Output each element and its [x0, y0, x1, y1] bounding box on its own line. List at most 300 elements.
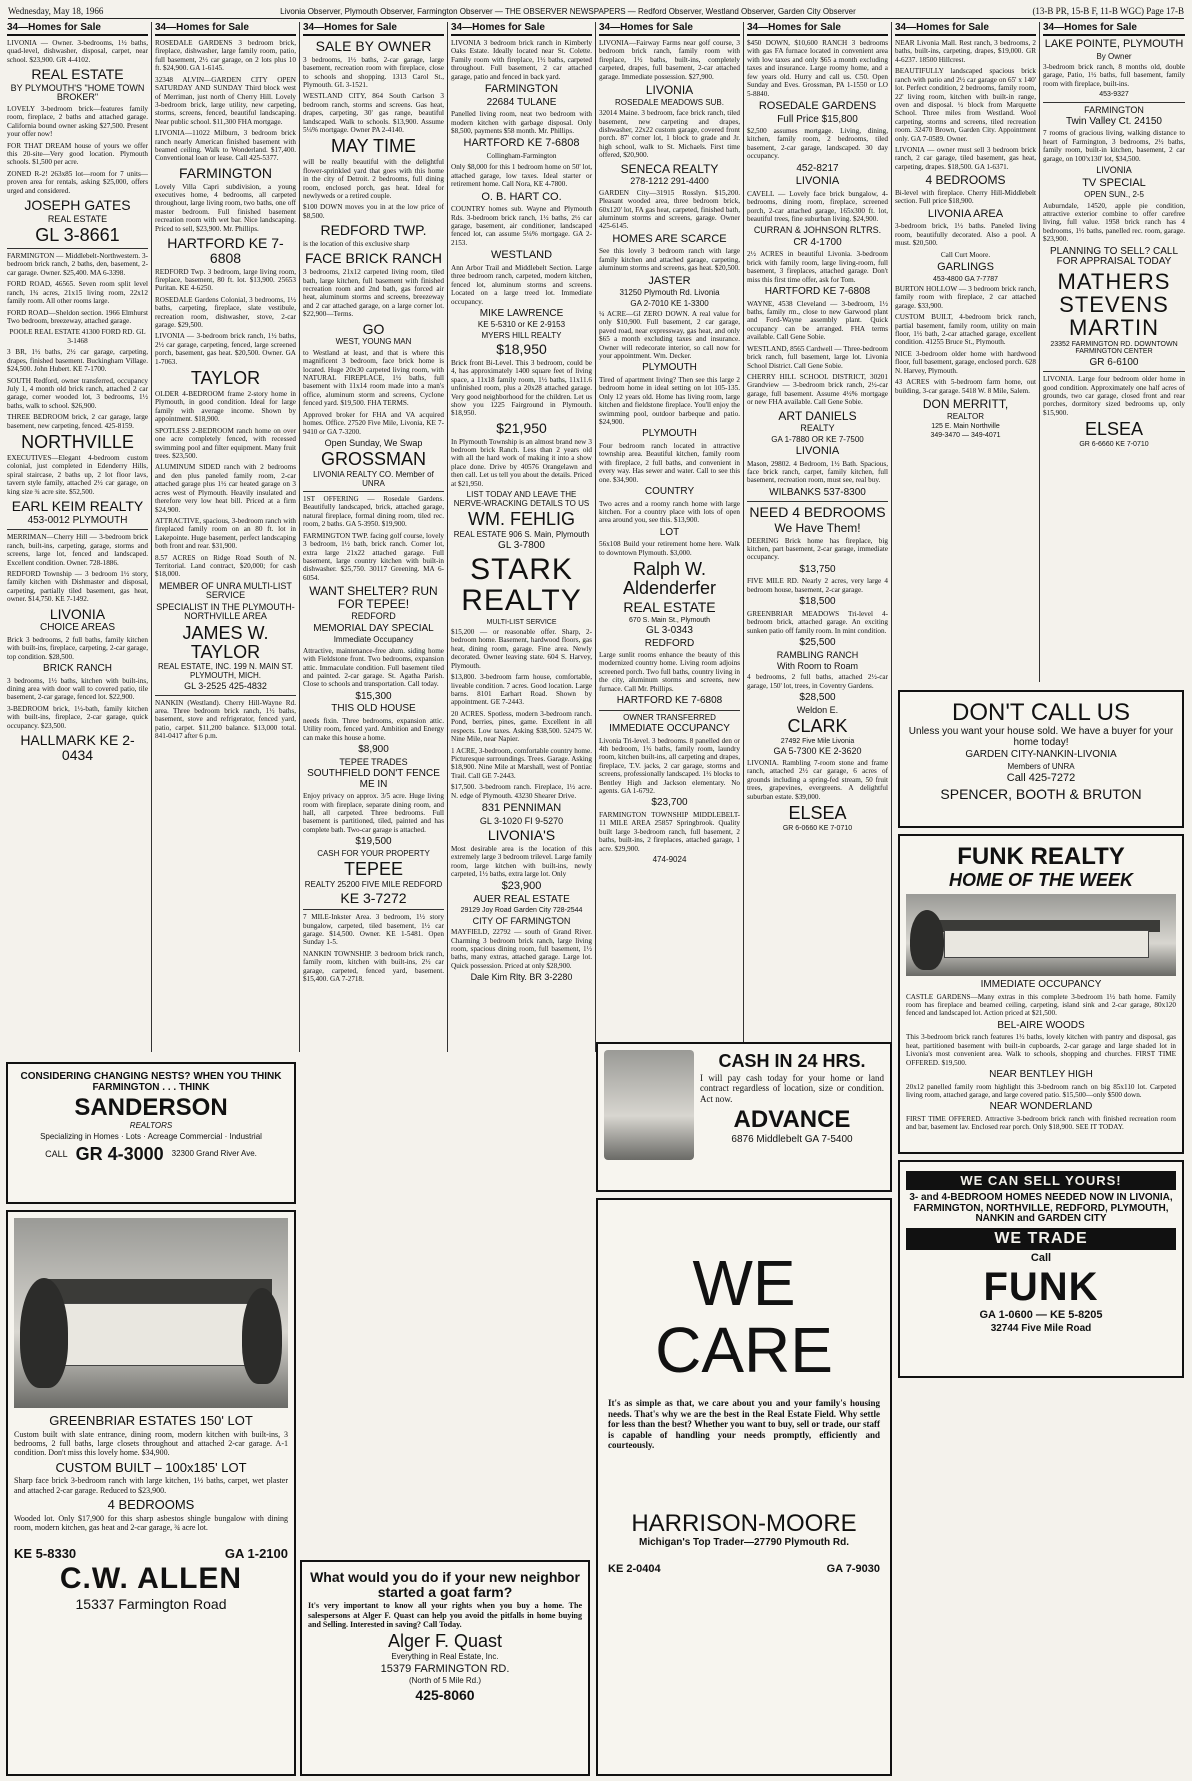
ad-banner: WE TRADE [906, 1228, 1176, 1250]
listing-headline: 4 BEDROOMS [107, 1497, 195, 1513]
ad-text: It's very important to know all your rights when you buy a home. The salespersons at Alger F. Quast can help you avoid the pitfalls in home buying and Selling. Interested in saving? Call Today. [308, 1601, 582, 1630]
ad-price: $13,750 [799, 563, 836, 575]
broker-address: 6876 Middlebelt GA 7-5400 [731, 1133, 853, 1145]
broker-name: HARTFORD KE 7-6808 [463, 137, 580, 150]
broker-name: HARTFORD KE 7-6808 [616, 695, 723, 707]
classified-ad: POOLE REAL ESTATE 41300 FORD RD. GL 3-1468 [9, 328, 146, 345]
broker-name: MATHERS STEVENS MARTIN [1057, 268, 1171, 340]
divider [155, 695, 296, 696]
classified-ad: Most desirable area is the location of this extremely large 3 bedroom trilevel. Large family room, large kitchen with built-ins, newly carpeted, 1½ baths, extra large lot. Only [451, 844, 592, 878]
broker-phone: KE 5-5310 or KE 2-9153 [477, 320, 566, 330]
column-2 [152, 22, 300, 1052]
classified-ad: WAYNE, 4538 Cleveland — 3-bedroom, 1½ baths, family rm., close to new Garwood plant and Ford-Wayne assembly plant. Quick occupancy can be arranged. FHA terms available. Call Gene Sobie. [747, 299, 888, 342]
listing-headline: IMMEDIATE OCCUPANCY [980, 979, 1102, 991]
classified-ad: $2,500 assumes mortgage. Living, dining, kitchen, family room, 2 bedrooms, tiled basement, 2-car garage, landscaped. 30 day occupancy. [747, 127, 888, 161]
classified-ad: GREENBRIAR MEADOWS Tri-level 4-bedroom brick, attached garage. An exciting sunken patio off family room. In mint condition. [747, 609, 888, 635]
ad-text: 3- and 4-BEDROOM HOMES NEEDED NOW IN LIVONIA, FARMINGTON, NORTHVILLE, REDFORD, PLYMOUTH, NANKIN and GARDEN CITY [909, 1192, 1173, 1224]
broker-name: HALLMARK KE 2-0434 [20, 732, 135, 763]
ad-headline: LIVONIA [645, 83, 694, 98]
classified-ad: Bi-level with fireplace. Cherry Hill-Middlebelt section. Full price $18,900. [895, 188, 1036, 206]
classified-ad: 7 rooms of gracious living, walking distance to heart of Farmington, 3 bedrooms, 2½ baths, family room, built-in kitchen, basement, 2 car garage, on 100'x130' lot, $34,500. [1043, 129, 1185, 163]
broker-name: JOSEPH GATES [24, 197, 131, 214]
column-5 [596, 22, 744, 1052]
classified-ad: BURTON HOLLOW — 3 bedroom brick ranch, family room with fireplace, 2 car attached garage. $33,900. [895, 284, 1036, 310]
broker-name: EARL KEIM REALTY [11, 498, 144, 515]
classified-ad: WESTLAND CITY, 864 South Carlson 3 bedroom ranch, storms and screens. Gas heat, drapes, carpeting, 30' gas range, beautiful landscaped. Walk to schools. $13,900. Assume 5¼% mortgage. Owner PA 2-4140. [303, 92, 444, 135]
ad-subheadline: By Owner [1096, 51, 1132, 61]
broker-phone: 425-8060 [415, 1686, 475, 1703]
photo-house [944, 930, 1149, 958]
section-heading: 34—Homes for Sale [747, 22, 888, 36]
ad-subheadline: CASH FOR YOUR PROPERTY [317, 848, 430, 858]
ad-price: $8,900 [358, 744, 389, 756]
classified-ad: 8.57 ACRES on Ridge Road South of N. Territorial. Land contract, $20,000; for cash $18,000. [155, 553, 296, 579]
broker-name: ADVANCE [733, 1106, 851, 1134]
ad-headline: MAY TIME [330, 136, 417, 157]
listing-text: FIRST TIME OFFERED. Attractive 3-bedroom brick ranch with finished recreation room and bar, basement lav. Enclosed rear porch. Only $18,900. SEE IT TODAY. [906, 1114, 1176, 1132]
broker-address: 29129 Joy Road Garden City 728-2544 [460, 907, 583, 915]
broker-phone: 453-4800 GA 7-7787 [933, 275, 998, 283]
ad-headline: REAL ESTATE [31, 66, 124, 83]
classified-ad: FORD ROAD, 46565. Seven room split level ranch, 1¾ acres, 21x15 living room, 22x12 family room. All other rooms large. [7, 280, 148, 306]
ad-price: $18,950 [496, 341, 547, 358]
column-1 [4, 22, 152, 1052]
cash-illustration [604, 1050, 694, 1160]
ad-headline: WESTLAND [490, 249, 553, 262]
ad-headline: 4 BEDROOMS [925, 173, 1006, 188]
ad-subheadline: IMMEDIATE OCCUPANCY [609, 723, 730, 734]
classified-ad: ATTRACTIVE, spacious, 3-bedroom ranch with fireplaced family room on an 80 ft. lot in Lakepointe. Huge basement, perfect landscaping both front and rear. $31,900. [155, 516, 296, 551]
classified-ad: 3-BEDROOM brick, 1½-bath, family kitchen with built-ins, fireplace, 2-car garage, quick occupancy. $23,500. [7, 704, 148, 730]
classified-ad: Livonia Tri-level. 3 bedrooms. 8 panelled den or 4th bedroom, 1½ baths, family room, laundry room, kitchen built-ins, all carpeting and drapes, fireplace, T.V. jacks, 2 car garage, storms and screens, professionally landscaped. 1½ blocks to Bentley High and Jackson elementary. No agents. GA 1-6792. [599, 736, 740, 796]
listing-headline: CUSTOM BUILT – 100x185' LOT [55, 1459, 247, 1475]
classified-ad: EXECUTIVES—Elegant 4-bedroom custom colonial, just completed in Edenderry Hills, spiral staircase, 2 baths up, 2 lot floor lavs, tavern style family, attached 2½ car garage, on king size ¾ acre site. $52,500. [7, 453, 148, 496]
classified-ad: Collingham-Farmington [486, 151, 557, 160]
classified-ad: FIVE MILE RD. Nearly 2 acres, very large 4 bedroom house, basement, 2-car garage. [747, 577, 888, 594]
photo-tree [20, 1278, 68, 1388]
broker-phone: KE 5-8330 [14, 1546, 77, 1562]
ad-headline: SALE BY OWNER [315, 38, 432, 54]
ad-membership: Members of UNRA [1007, 761, 1075, 771]
ad-subheadline: Twin Valley Ct. 24150 [1066, 115, 1162, 127]
ad-headline: REDFORD TWP. [320, 222, 427, 239]
classified-ad: THREE BEDROOM brick, 2 car garage, large basement, new carpeting, fenced. 425-8159. [7, 413, 148, 430]
broker-phone: GL 3-1020 FI 9-5270 [479, 815, 564, 826]
broker-phone: GA 5-7300 KE 2-3620 [773, 746, 862, 757]
classified-ad: COUNTRY homes sub. Wayne and Plymouth Rds. 3-bedroom brick ranch, 1½ baths, 2½ car garage, basement, air conditioner, landscaped fenced lot, can assume 5¼% mortgage. GA 2-2153. [451, 205, 592, 247]
classified-ad: MAYFIELD, 22792 — south of Grand River. Charming 3 bedroom brick ranch, large living room, spacious dining room, full basement, 1½ baths, many extras, attached garage. Large lot. Quick possession. Priced at only $28,900. [451, 928, 592, 970]
classified-ad: 2½ ACRES in beautiful Livonia. 3-bedroom brick with family room, large living-room, full basement, 3 fireplaces, attached garage. Don't miss this first time offer, ask for Tom. [747, 250, 888, 284]
classified-ad: LIVONIA—11022 Milburn, 3 bedroom brick ranch nearly American finished basement with beamed ceiling. Walk to Wonderland. $17,400. Conventional loan or lease. Call 425-5377. [155, 129, 296, 163]
broker-name: CURRAN & JOHNSON RLTRS. [753, 225, 882, 236]
ad-subheadline: LIST TODAY AND LEAVE THE NERVE-WRACKING DETAILS TO US [453, 490, 590, 508]
ad-headline: LIVONIA [1096, 165, 1132, 176]
broker-name: STARK REALTY [461, 552, 582, 618]
ad-headline: LIVONIA'S [487, 827, 556, 844]
section-heading: 34—Homes for Sale [7, 22, 148, 36]
ad-subheadline: We Have Them! [774, 521, 861, 536]
classified-ad: CUSTOM BUILT, 4-bedroom brick ranch, partial basement, family room, utility on main floor, 1½ bath, 2-car attached garage, excellent condition. 41255 Bruce St., Plymouth. [895, 313, 1036, 347]
broker-subtitle: MULTI-LIST SERVICE [486, 618, 557, 626]
listing-text: This 3-bedroom brick ranch features 1½ baths, lovely kitchen with pantry and disposal, gas heat, partitioned basement with built-in cupboards, 2-car garage and large shaded lot in Livonia's most convenient area. Walk to schools, shopping and churches. FIRST TIME OFFERED. $19,500. [906, 1033, 1176, 1067]
cw-allen-ad [6, 1210, 296, 1776]
classified-ad: $450 DOWN, $10,600 RANCH 3 bedrooms with gas FA furnace located in convenient area with low taxes and only $65 a month excluding taxes and insurance. Large roomy home, and a few years old. Hurry and call us. C50. Open Sunday and Eves. Grossman, PA 1-1550 or LO 5-8840. [747, 39, 888, 98]
classified-ad: ROSEDALE GARDENS 3 bedroom brick, fireplace, dishwasher, large family room, patio, full basement, 2½ car garage, on 2 lots plus 10 ft. $24,900. GA 1-6145. [155, 39, 296, 73]
classified-ad: In Plymouth Township is an almost brand new 3 bedroom brick Ranch. Less than 2 years old with all the hard work of making it into a show place done. Drive by 40576 Orangelawn and then call. Let us tell you about the details. Priced at $21,950. [451, 437, 592, 488]
alger-quast-ad [300, 1560, 590, 1776]
listing-text: CASTLE GARDENS—Many extras in this complete 3-bedroom 1½ bath home. Family room has fireplace and beamed ceiling, carpeting, island sink and 2-car garage, 80x120 fenced and landscaped lot. Action priced at $21,500. [906, 992, 1176, 1018]
broker-name: JASTER [648, 274, 691, 287]
broker-subtitle: Michigan's Top Trader—27790 Plymouth Rd. [638, 1537, 849, 1549]
classified-ad: LIVONIA—Fairway Farms near golf course, 3 bedroom brick ranch, family room with fireplace, 1½ baths, built-ins, completely carpeted, drapes, full basement, 2-car attached garage. Immediate possession. $27,900. [599, 39, 740, 81]
ad-call-label: Call [1030, 1251, 1052, 1264]
ad-headline: REDFORD [644, 637, 695, 649]
broker-name: WM. FEHLIG [468, 508, 575, 529]
ad-headline: HOMES ARE SCARCE [612, 232, 727, 245]
ad-title: DON'T CALL US [952, 699, 1130, 726]
listing-headline: GREENBRIAR ESTATES 150' LOT [49, 1413, 253, 1428]
classified-ad: FARMINGTON TWP. facing golf course, lovely 3 bedroom, 1½ bath, brick ranch. Corner lot, extra large 21x22 attached garage. Full basement, large country kitchen with built-in dishwasher. $25,750. 30117 Greening. MA 6-6054. [303, 531, 444, 582]
classified-ad: Call Curt Moore. [940, 250, 991, 259]
classified-ad: FARMINGTON TOWNSHIP MIDDLEBELT-11 MILE AREA 25857 Springbrook. Quality built large 3-bedroom ranch, full basement, 2 baths, built-ins, 2 fireplaces, attached garage, 1 acre. $29,900. [599, 810, 740, 853]
ad-headline: COUNTRY [644, 486, 695, 498]
classified-ad: needs fixin. Three bedrooms, expansion attic. Utility room, fenced yard. Ambition and Energy can make this house a home. [303, 716, 444, 742]
classified-ad: 32014 Maine. 3 bedroom, face brick ranch, tiled basement, new carpeting and drapes, dishwasher, 22x22 custom garage, covered front porch. 87' corner lot, 1 block to grade and Jr. high school, walk to St. Michaels. First time offered, $20,900. [599, 109, 740, 160]
broker-name: JAMES W. TAYLOR [182, 622, 269, 662]
masthead [8, 4, 1184, 19]
section-heading: 34—Homes for Sale [451, 22, 592, 36]
ad-headline: PLYMOUTH [642, 362, 697, 374]
house-photo [906, 894, 1176, 976]
ad-subheadline: CHOICE AREAS [39, 622, 116, 634]
ad-title: WE CARE [655, 1247, 833, 1387]
broker-name: SENECA REALTY [620, 161, 719, 176]
ad-subtitle: Unless you want your house sold. We have a buyer for your home today! [908, 726, 1174, 748]
ad-price: $15,300 [355, 690, 392, 702]
listing-text: Wooded lot. Only $17,900 for this sharp asbestos shingle bungalow with dining room, modern kitchen, gas heat and 2-car garage, ¾ acre lot. [14, 1513, 288, 1533]
ad-headline: TAYLOR [190, 368, 261, 389]
classified-ad: 1ST OFFERING — Rosedale Gardens. Beautifully landscaped, brick, attached garage, natural fireplace, formal dining room, tiled rec. room, 2 baths. GA 5-3950. $19,900. [303, 495, 444, 529]
broker-name: Ralph W. Aldenderfer [622, 559, 717, 599]
ad-headline: LIVONIA [795, 175, 840, 188]
divider [7, 529, 148, 530]
ad-headline: RAMBLING RANCH [776, 649, 859, 660]
broker-address: REAL ESTATE 906 S. Main, Plymouth [453, 529, 590, 539]
broker-name: SPENCER, BOOTH & BRUTON [940, 785, 1142, 802]
broker-name: MIKE LAWRENCE [479, 307, 564, 319]
classified-ad: SOUTH Redford, owner transferred, occupancy July 1, 4 month old brick ranch, attached 2 car garage, corner wooded lot, 3 bedrooms, 1½ baths, walk to school. $26,900. [7, 376, 148, 410]
ad-price: $18,500 [799, 596, 836, 608]
broker-name: WILBANKS 537-8300 [769, 486, 866, 498]
classified-ad: 43 ACRES with 5-bedroom farm home, out building, 3-car garage. 5418 W. 8 Mile, Salem. [895, 378, 1036, 395]
classified-ad: $17,500. 3-bedroom ranch. Fireplace, 1½ acre. N. edge of Plymouth. 43230 Shearer Drive. [451, 783, 592, 800]
classified-ad: to Westland at least, and that is where this magnificent 3 bedroom, face brick home is located. Huge 20x30 carpeted living room, with NATURAL FIREPLACE, 1½ baths, full basement with 11x14 room made into a man's office, aluminum storm and screens, Cyclone fenced yard. $19,500. FHA TERMS. [303, 348, 444, 408]
broker-name: CLARK [787, 716, 848, 737]
broker-phone: 349-3470 — 349-4071 [930, 432, 1001, 440]
ad-headline: SOUTHFIELD DON'T FENCE ME IN [307, 768, 440, 790]
classified-ad: $100 DOWN moves you in at the low price of $8,500. [303, 203, 444, 220]
broker-name: HARRISON-MOORE [631, 1509, 857, 1537]
broker-address-note: (North of 5 Mile Rd.) [408, 1676, 482, 1686]
classified-ad: 4 bedrooms, 2 full baths, attached 2½-car garage, 150' lot, trees, in Coventry Gardens. [747, 673, 888, 690]
ad-area: GARDEN CITY-NANKIN-LIVONIA [965, 749, 1117, 761]
broker-name: AUER REAL ESTATE [473, 893, 570, 905]
classified-ad: 56x108 Build your retirement home here. Walk to downtown Plymouth. $3,000. [599, 540, 740, 557]
dont-call-us-ad [898, 690, 1184, 828]
classified-ad: See this lovely 3 bedroom ranch with large family kitchen and attached garage, carpeting, aluminum storms and screens, gas heat. $20,500. [599, 247, 740, 273]
ad-subheadline: ROSEDALE MEADOWS SUB. [615, 97, 724, 107]
classified-ad: REDFORD Township — 3 bedroom 1½ story, family kitchen with Dishmaster and disposal, carpeting, partially tiled basement, gas heat, owner. $14,750. KE 7-1492. [7, 569, 148, 604]
listing-text: Sharp face brick 3-bedroom ranch with large kitchen, 1½ baths, carpet, wet plaster and attached 2-car garage. Reduced to $23,900. [14, 1476, 288, 1495]
classified-ad: 3 bedrooms, 1½ baths, kitchen with built-ins, dining area with door wall to covered patio, tile basement, 2-car garage, fenced lot. $22,900. [7, 676, 148, 702]
ad-headline: ROSEDALE GARDENS [758, 99, 877, 112]
broker-phone: GL 3-0343 [646, 625, 693, 636]
classified-ad: Mason, 29802. 4 Bedroom, 1½ Bath. Spacious, face brick ranch, carpet, family kitchen, full basement, recreation room, must see, real buy. [747, 459, 888, 485]
newspaper-banner: Livonia Observer, Plymouth Observer, Farmington Observer — THE OBSERVER NEWSPAPERS — Redford Observer, Westland Observer, Garden City Observer [280, 6, 856, 16]
classified-ad: Brick 3 bedrooms, 2 full baths, family kitchen with built-ins, fireplace, carpeting, 2-car garage, top condition. $28,500. [7, 635, 148, 661]
ad-price: $25,500 [799, 637, 836, 648]
classified-ad: 3 BR, 1½ baths, 2½ car garage, carpeting, drapes, finished basement. Buckingham Village. $24,500. John Hubert. KE 7-1700. [7, 348, 148, 374]
column-4 [448, 22, 596, 1052]
ad-headline: LIVONIA AREA [927, 207, 1004, 220]
broker-name: Alger F. Quast [387, 1631, 503, 1652]
classified-ad: LIVONIA. Large four bedroom older home in good condition. Approximately one half acres of grounds, two car garage, closed front and rear porches, dormitory sized bedrooms up, only $15,900. [1043, 375, 1185, 417]
broker-phone: 474-9024 [652, 855, 687, 865]
classified-ad: GARDEN City—31915 Rosslyn. $15,200. Pleasant wooded area, three bedroom brick, 60x120' lot, FA gas heat, carpeted, finished bath, aluminum storms and screens, garage. Owner 425-6145. [599, 188, 740, 231]
ad-call-label: CALL [45, 1148, 68, 1159]
broker-address: REALTY 25200 FIVE MILE REDFORD [304, 880, 443, 889]
broker-address: 831 PENNIMAN [481, 802, 562, 815]
broker-name: TEPEE [343, 859, 404, 880]
classified-ad: ROSEDALE Gardens Colonial, 3 bedrooms, 1½ baths, carpeting, fireplace, slate vestibule, recreation room, dishwasher, stove, 2-car garage. $29,500. [155, 295, 296, 330]
broker-phone: GA 2-7010 KE 1-3300 [630, 298, 709, 308]
listing-headline: NEAR WONDERLAND [989, 1101, 1093, 1113]
classified-ad: LIVONIA 3 bedroom brick ranch in Kimberly Oaks Estate. Ideally located near St. Colette. Family room with fireplace, 1½ baths, carpeted throughout. Full basement, 2 car attached garage, patio and fenced in back yard. [451, 39, 592, 81]
broker-name: C.W. ALLEN [59, 1562, 243, 1596]
classified-ad: Four bedroom ranch located in attractive township area. Beautiful kitchen, family room with fireplace, 2 full baths, and convenient in every way. Has sewer and water. Call to see this one. $34,900. [599, 441, 740, 484]
broker-address: 15379 FARMINGTON RD. [380, 1662, 510, 1675]
classified-ad: CHERRY HILL SCHOOL DISTRICT, 30201 Grandview — 3-bedroom brick ranch, 2½-car garage, full basement. Assume 4½% mortgage or new FHA available. Call Gene Sobie. [747, 372, 888, 407]
broker-phone: 452-8217 [796, 162, 839, 174]
funk-we-can-sell-ad [898, 1160, 1184, 1378]
photo-roof [41, 1279, 271, 1306]
broker-phone: Dale Kim Rlty. BR 3-2280 [470, 972, 573, 983]
ad-headline: PLYMOUTH [642, 428, 697, 440]
classified-ad: 7 MILE-Inkster Area. 3 bedroom, 1½ story bungalow, carpeted, tiled basement, 1½ car garage. $14,500. Owner. KE 1-5481. Open Sunday 1-5. [303, 913, 444, 947]
broker-name: HARTFORD KE 7-6808 [167, 235, 284, 266]
broker-address: 32744 Five Mile Road [990, 1322, 1092, 1334]
ad-headline: NEED 4 BEDROOMS [749, 504, 886, 521]
classified-ad: FARMINGTON — Middlebelt-Northwestern. 3-bedroom brick ranch, 2 baths, den, basement, 2-car garage. Owner. $25,400. MA 6-3398. [7, 252, 148, 277]
ad-specialties: Specializing in Homes · Lots · Acreage Commercial · Industrial [40, 1131, 262, 1141]
broker-name: SANDERSON [74, 1094, 228, 1121]
classified-ad: Auburndale, 14520, apple pie condition, attractive exterior combine to offer carefree living, full value. 1958 brick ranch has 4 bedrooms, 1½ baths, panelled rec. room, garage. $23,900. [1043, 201, 1185, 244]
classified-ad: DEERING Brick home has fireplace, big kitchen, part basement, 2-car garage, immediate occupancy. [747, 536, 888, 562]
section-heading: 34—Homes for Sale [1043, 22, 1185, 36]
ad-subtitle: HOME OF THE WEEK [949, 870, 1133, 891]
broker-name: O. B. HART CO. [481, 190, 562, 203]
classified-ad: NANKIN (Westland). Cherry Hill-Wayne Rd. area. Three bedroom brick ranch, 1½ baths, basement, stove and refrigerator, fenced yard, patio, carpet. $11,200 balance. $13,000 total. 841-0417 after 6 p.m. [155, 698, 296, 741]
ad-subheadline: 22684 TULANE [486, 96, 557, 108]
column-3 [300, 22, 448, 1052]
classified-ad: LIVONIA — owner must sell 3 bedroom brick ranch, 2 car garage, tiled basement, gas heat, carpeting, drapes. $18,500. GA 1-6371. [895, 146, 1036, 171]
broker-address: 23352 FARMINGTON RD. DOWNTOWN FARMINGTON CENTER [1050, 340, 1178, 356]
classified-ad: 3 bedrooms, 1½ baths, 2-car garage, large basement, recreation room with fireplace, close to schools and shopping. 1313 Carol St., Plymouth. GL 3-1521. [303, 55, 444, 89]
classified-ad: FOR THAT DREAM house of yours we offer this 20-site—Very good location. Plymouth schools. $1,500 per acre. [7, 141, 148, 167]
divider [1043, 371, 1185, 372]
classified-ad: Tired of apartment living? Then see this large 2 bedroom home in ideal setting on lot 105-135. Only 12 years old. Home has living room, large kitchen and fieldstone fireplace. You'll enjoy the swimming pool, outdoor barbeque and patio. $24,900. [599, 375, 740, 427]
classified-ad: REDFORD Twp. 3 bedroom, large living room, fireplace, basement, 80 ft. lot. $13,900. 25653 Puritan. KE 4-6250. [155, 267, 296, 293]
classified-ad: NANKIN TOWNSHIP. 3 bedroom brick ranch, family room, kitchen with built-ins, 2½ car garage, carpeted, fenced yard, basement. $15,400. GA 7-2718. [303, 949, 444, 984]
ad-headline: FACE BRICK RANCH [305, 250, 442, 267]
ad-headline: FARMINGTON [178, 164, 273, 181]
page-number: (13-B PR, 15-B F, 11-B WGC) Page 17-B [1032, 6, 1184, 16]
classified-ad: is the location of this exclusive sharp [303, 240, 410, 249]
harrison-moore-ad [596, 1198, 892, 1776]
ad-headline: FARMINGTON [1084, 104, 1144, 115]
ad-headline: NORTHVILLE [21, 432, 134, 453]
broker-name: GROSSMAN [320, 449, 426, 470]
broker-phone: GA 7-9030 [826, 1562, 880, 1575]
ad-headline: THIS OLD HOUSE [331, 703, 416, 715]
broker-phone: GA 1-2100 [224, 1546, 288, 1562]
classified-ad: ZONED R-2! 263x85 lot—room for 7 units—proven area for rentals, asking $25,000, offers urged and considered. [7, 169, 148, 195]
ad-title: WE CAN SELL YOURS! [906, 1171, 1176, 1190]
ad-subheadline: Open Sunday, We Swap [324, 437, 423, 448]
ad-title: CASH IN 24 HRS. [718, 1051, 866, 1071]
ad-subheadline: Immediate Occupancy [333, 635, 414, 645]
classified-ad: NEAR Livonia Mall. Rest ranch, 3 bedrooms, 2 baths, built-ins, carpeting, drapes, $19,000. GR 4-6237. 18500 Hillcrest. [895, 39, 1036, 64]
listing-text: Custom built with slate entrance, dining room, modern kitchen with built-ins, 3 bedrooms, 2 full baths, large closets throughout and attached 2-car garage. A-1 condition. Don't miss this lovely home. $34,900. [14, 1429, 288, 1458]
broker-address: 670 S. Main St., Plymouth [629, 616, 710, 624]
classified-ad: 20 ACRES. Spotless, modern 3-bedroom ranch. Pond, berries, pines, game. Excellent in all respects. Low taxes. Asking $38,500. 52475 W. Nine Mile, near Napier. [451, 709, 592, 744]
classified-ad: 3-bedroom brick, 1½ baths. Paneled living room, beautifully decorated. Also a pool. A must. $20,500. [895, 222, 1036, 248]
ad-headline: PLANNING TO SELL? CALL FOR APPRAISAL TODAY [1049, 245, 1179, 268]
classified-ad: Only $8,000 for this 1 bedroom home on 50' lot, attached garage, low taxes. Ideal starter or retirement home. Call Nora, KE 4-7800. [451, 163, 592, 189]
broker-phone: GL 3-2525 425-4832 [184, 681, 267, 692]
classified-ad: CAVELL — Lovely face brick bungalow, 4-bedrooms, dining room, fireplace, screened porch, 2-car attached garage, 165x300 ft. lot, beautiful trees, fine suburban living. $24,900. [747, 189, 888, 223]
classified-ad: $15,200 — or reasonable offer. Sharp, 2-bedroom home. Basement, hardwood floors, gas heat, dining room, garage. Fine area. Newly decorated. Owner leaving state. 604 S. Harvey, Plymouth. [451, 628, 592, 670]
classified-ad: FORD ROAD—Sheldon section. 1966 Elmhurst Two bedroom, breezeway, attached garage. [7, 308, 148, 326]
ad-headline: TV SPECIAL [1082, 176, 1146, 189]
ad-text: It's as simple as that, we care about you and your family's housing needs. That's why we are the best in the Real Estate Field. Why settle for less than the best? Whether you want to buy, sell or trade, our staff is capable of handling your needs promptly, efficiently and courteously. [608, 1398, 880, 1451]
ad-subheadline: BY PLYMOUTH'S "HOME TOWN BROKER" [10, 82, 145, 103]
broker-phone: GR 6-6100 [1089, 356, 1139, 368]
broker-phone: GA 1-7880 OR KE 7-7500 [771, 434, 864, 444]
classified-ad: $13,800. 3-bedroom farm house, comfortable, liveable condition. 7 acres. Good location. Large barns. 8101 Earhart Road. Shown by appointment. GE 7-2443. [451, 673, 592, 707]
ad-headline: GO [362, 320, 385, 337]
ad-subheadline: OPEN SUN., 2-5 [1083, 190, 1144, 200]
broker-name: ELSEA [788, 802, 847, 823]
broker-subtitle: REAL ESTATE [623, 598, 716, 615]
photo-house [52, 1303, 260, 1366]
ad-price: $23,900 [501, 880, 542, 893]
ad-subheadline: Full Price $15,800 [777, 113, 858, 125]
issue-date: Wednesday, May 18, 1966 [8, 6, 104, 16]
ad-headline: LIVONIA [795, 445, 840, 458]
broker-phone: GL 3-7800 [498, 540, 545, 552]
classified-ad: Large sunlit rooms enhance the beauty of this modernized country home. Living room adjoins screened porch. Two full baths, country living in the city, aluminum storms and screens, new furnace. Call Mr. Phillips. [599, 651, 740, 693]
broker-address: 32300 Grand River Ave. [171, 1149, 257, 1159]
classified-ad: MERRIMAN—Cherry Hill — 3-bedroom brick ranch, built-ins, carpeting, garage, storms and screens, large lot, fenced and landscaped. Excellent condition. Owner. 728-1886. [7, 533, 148, 567]
ad-headline: LOT [659, 526, 680, 538]
classified-ad: 3 bedrooms, 21x12 carpeted living room, tiled bath, large kitchen, full basement with finished recreation room and 2nd bath, gas forced air heat, aluminum storms and screens, breezeway and 2 car attached garage, on a large corner lot. $22,900—Terms. [303, 268, 444, 319]
ad-subheadline: SPECIALIST IN THE PLYMOUTH-NORTHVILLE AREA [156, 601, 295, 622]
broker-subtitle: REALTOR [946, 411, 985, 421]
ad-headline: MEMBER OF UNRA MULTI-LIST SERVICE [159, 580, 292, 601]
classified-ad: Enjoy privacy on approx. 3/5 acre. Huge living room with fireplace, separate dining room, and hall, all carpeted. Three bedrooms. Full basement is partitioned, tiled, painted and has complete bath. Two-car garage is attached. [303, 792, 444, 834]
ad-headline: BRICK RANCH [43, 663, 112, 675]
divider [599, 710, 740, 711]
broker-subtitle: LIVONIA REALTY CO. Member of UNRA [313, 470, 434, 488]
divider [303, 491, 444, 492]
classified-ad: LIVONIA — 3-bedroom brick ranch, 1½ baths, 2½ car garage, carpeting, fenced, large screened porch, basement, gas heat. $20,500. Owner. GA 1-7063. [155, 332, 296, 366]
section-heading: 34—Homes for Sale [895, 22, 1036, 36]
broker-address: 31250 Plymouth Rd. Livonia [619, 288, 720, 298]
classified-ad: 3-bedroom brick ranch, 8 months old, double garage, Patio, 1½ baths, full basement, family room with fireplace, built-ins. [1043, 62, 1185, 88]
ad-title: What would you do if your new neighbor started a goat farm? [310, 1569, 580, 1600]
listing-headline: BEL-AIRE WOODS [997, 1019, 1085, 1031]
classified-ad: OLDER 4-BEDROOM frame 2-story home in Plymouth, in good condition. Ideal for large family with average income. Shown by appointment. $18,900. [155, 390, 296, 424]
broker-address: 15337 Farmington Road [75, 1595, 227, 1612]
ad-headline: WANT SHELTER? RUN FOR TEPEE! [309, 584, 438, 611]
ad-price: $19,500 [355, 836, 392, 848]
classified-ad: Brick front Bi-Level. This 3 bedroom, could be 4, has approximately 1400 square feet of living space, a 11x18 family room, 1½ baths, 11x11.6 unfinished room, plus a 20x28 attached garage. Very good neighborhood for the children. Let us show you 1225 Fairground in Plymouth. $18,950. [451, 358, 592, 418]
classified-ad: Ann Arbor Trail and Middlebelt Section. Large three bedroom ranch, carpeted, modern kitchen, fenced lot, aluminum storms and screens. Located on a large treed lot. Immediate occupancy. [451, 263, 592, 306]
broker-phone: GR 4-3000 [75, 1143, 164, 1164]
photo-tree [242, 1288, 282, 1384]
classified-ad: BEAUTIFULLY landscaped spacious brick ranch with patio and 2½ car garage on 65' x 140' lot. Perfect condition, 2 bedrooms, family room, 22' living room, kitchen with built-in range, oven and disposal. ½ block from Marquette School. Three miles from Westland. Wool carpeting, storms and screens, tiled recreation room. 32470 Brown, Garden City. Appointment only. GA 7-0589. Owner. [895, 67, 1036, 143]
broker-phone: CR 4-1700 [793, 236, 842, 248]
classified-ad: WESTLAND, 8565 Cardwell — Three-bedroom brick ranch, full basement, large lot. Livonia School District. Call Gene Sobie. [747, 344, 888, 370]
broker-name: DON MERRITT, [922, 396, 1009, 411]
divider [7, 248, 148, 249]
broker-address: 27492 Five Mile Livonia [780, 738, 855, 746]
ad-price: $23,700 [651, 797, 688, 809]
divider [747, 501, 888, 502]
broker-subtitle: Weldon E. [796, 704, 839, 715]
column-6 [744, 22, 892, 1052]
broker-address: 125 E. Main Northville [931, 422, 1000, 430]
broker-phone: GA 1-0600 — KE 5-8205 [979, 1309, 1103, 1322]
section-heading: 34—Homes for Sale [155, 22, 296, 36]
classified-ad: SPOTLESS 2-BEDROOM ranch home on over one acre completely fenced, with recessed swimming pool and filter equipment. Many fruit trees. $23,500. [155, 426, 296, 460]
classified-ad: 32348 ALVIN—GARDEN CITY OPEN SATURDAY AND SUNDAY Third block west of Merriman, just north of Cherry Hill. Lovely 3-bedroom brick, large utility, new carpeting, storms, screens, fenced, beautiful landscaping. Near public school. $11,300 FHA mortgage. [155, 75, 296, 126]
broker-phone: 453-0012 PLYMOUTH [27, 514, 128, 526]
sanderson-ad [6, 1062, 296, 1204]
broker-name: ART DANIELS [778, 408, 857, 423]
photo-tree [910, 910, 944, 970]
classified-ad: NICE 3-bedroom older home with hardwood floor, full basement, garage, enclosed porch. 628 N. Harvey, Plymouth. [895, 349, 1036, 375]
column-8 [1040, 22, 1188, 682]
broker-subtitle: REAL ESTATE [47, 213, 108, 224]
funk-home-of-week-ad [898, 834, 1184, 1154]
ad-subheadline: WEST, YOUNG MAN [335, 337, 412, 347]
section-heading: 34—Homes for Sale [599, 22, 740, 36]
classified-ad: will be really beautiful with the delightful flower-sprinkled yard that goes with this home in the city of Detroit. 2 bedrooms, full dining room, enclosed porch, gas heat. Ideal for newlyweds or a retired couple. [303, 158, 444, 201]
classified-ad: LOVELY 3-bedroom brick—features family room, fireplace, 2 baths and attached garage. California bound owner asking $27,500. Present your offer now! [7, 104, 148, 139]
broker-name: FUNK [983, 1265, 1099, 1310]
classified-ad: Attractive, maintenance-free alum. siding home with Fieldstone front. Two bedrooms, expansion attic. Immaculate condition. Full basement tiled and painted. 2-car garage. St. Agatha Parish. Close to schools and transportation. Call today. [303, 646, 444, 689]
ad-subheadline: With Room to Roam [776, 660, 859, 671]
classified-ad: Two acres and a roomy ranch home with large kitchen. For a country place with lots of open area around you, see this. $13,900. [599, 499, 740, 525]
broker-phone: GR 6-6660 KE 7-0710 [1079, 441, 1149, 449]
ad-headline: OWNER TRANSFERRED [623, 712, 716, 722]
ad-subheadline: REDFORD [351, 611, 396, 622]
divider [303, 909, 444, 910]
ad-price: $21,950 [496, 419, 547, 436]
classified-ad: ¼ ACRE—GI ZERO DOWN. A real value for only $10,900. Full basement, 2 car garage, paved road, near expressway, gas heat, and only $65 a month excluding taxes and insurance. Owner will redecorate interior, so call now for your appointment. Wm. Decker. [599, 309, 740, 361]
